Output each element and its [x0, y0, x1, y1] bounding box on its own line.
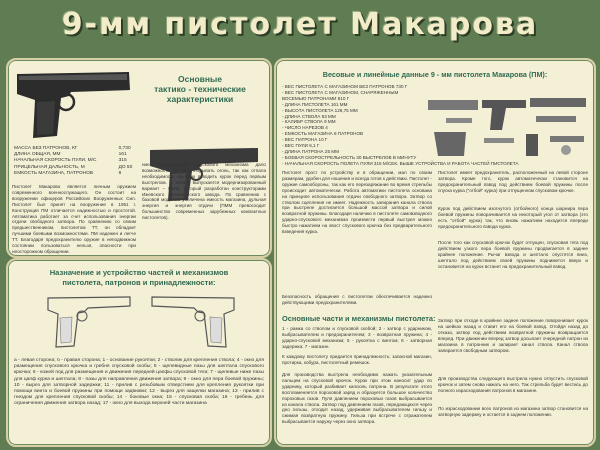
spec-label: НАЧАЛЬНАЯ СКОРОСТЬ ПУЛИ, М/С	[14, 158, 97, 164]
spec-value: 315	[118, 158, 127, 164]
parts-text-2: К каждому пистолету придается принадлежность: запасной магазин, протирка, кобура, пистолетный ремешок.	[282, 354, 432, 365]
data-list-item: - ВЕС ПИСТОЛЕТА С МАГАЗИНОМ БЕЗ ПАТРОНОВ 730 Г	[282, 84, 408, 89]
parts-text-6: По израсходовании всех патронов из магазина затвор становится на затворную задержку и остается в заднем положении.	[438, 406, 588, 417]
data-text-b: Безопасность обращения с пистолетом обеспечивается надежно действующими предохранителями.	[282, 294, 432, 305]
spec-value: ДО 50	[118, 164, 133, 170]
data-list-item: - НАЧАЛЬНАЯ СКОРОСТЬ ПОЛЕТА ПУЛИ 315 М/СЕК. ВЫШЕ УСТРОЙСТВА И РАБОТА ЧАСТЕЙ ПИСТОЛЕТА	[282, 160, 519, 166]
data-text-a: Пистолет прост по устройству и в обращении, мал по своим размерам, удобен для ношения и всегда готов к действию. Пистолет - оружие самообороны, так как его перезаряжание во время стрельбы происходит автоматически. Работа автоматики пистолета основана на принципе использования отдачи свободного затвора. Затвор со стволом сцепления не имеет. Надежность запирания канала ствола при выстреле достигается большой массой затвора и силой возвратной пружины. Благодаря наличию в пистолете самовзводного ударно-спускового механизма произвести первый выстрел можно быстро нажатием на хвост спускового крючка без предварительного взведения курка.	[282, 170, 432, 235]
specs-text-right: ние самовзводного спускового механизма дало возможность быстрее открывать огонь, так как отпала необходимость вручную взводить курок перед первым выстрелом. С 1994 г. выпускается модернизированный вариант – ПММ, который разработан конструкторами Ижевского механического завода. По сравнению с базовой моделью увеличена емкость магазина, дульная энергия и энергия отдачи (ПММ превосходит большинство современных зарубежных компактных пистолетов).	[142, 162, 266, 221]
frame-left-image	[44, 292, 134, 350]
parts-panel-heading-line1: Назначение и устройство частей и механизмов	[49, 268, 229, 277]
spec-value: 161	[118, 152, 127, 158]
page-title: 9-мм пистолет Макарова	[61, 7, 539, 42]
spec-value: 8	[118, 170, 122, 176]
parts-text-4: Затвор при отходе в крайнее заднее положение поворачивает курок на шейках назад и ставит его на боевой взвод. Отойдя назад до отказа, затвор под действием возвратной пружины возвращается вперед. При движении вперед затвор досылает очередной патрон из магазина в патронник и запирает канал ствола. Канал ствола запирается свободным затвором.	[438, 318, 588, 353]
parts-panel-text: а - левая сторона; б - правая сторона; 1 - основание рукоятки; 2 - стволик для крепления ствола; 4 - окно для размещения спускового крючка и гребня спусковой скобы; 5 - щелевидные пазы для шептала спускового крючка; 6 - кожей под для размещения и движения передней цапфы спусковой тяги; 7 - щелевые ниже пазы для цапф курка и шептала; 8 - пазы для направления движения затвора; 9 - окно для пера боевой пружины; 10 - вырез для затворной задержки; 11 - прилив с резьбовым отверстием для крепления рукоятки при помощи винта и боевой пружины при помощи задвижки; 12 - вырез для защелки магазина; 13 - прилив с гнездом для крепления спусковой скобы; 14 - боковые окна; 15 - спусковая скоба; 16 - гребень для ограничения движения затвора назад; 17 - окно для выхода верхней части магазина	[14, 358, 264, 407]
specs-heading	[132, 74, 268, 104]
data-list-item: - ДЛИНА ПИСТОЛЕТА 161 ММ	[282, 101, 348, 107]
data-list-item: - ДЛИНА СТВОЛА 93 ММ	[282, 113, 336, 119]
data-text-c: Пистолет имеет предохранитель, расположенный на левой стороне затвора. Кроме того, курок автоматически становится на предохранительный взвод под действием боевой пружины после спуска курка ("отбой" курка) при отпущенном спусковом крючке.	[438, 170, 588, 193]
specs-table	[12, 146, 138, 177]
data-list	[282, 84, 519, 167]
spec-label: МАССА БЕЗ ПАТРОНОВ, КГ	[14, 146, 78, 151]
spec-row	[12, 165, 138, 171]
parts-text: 1 - рамка со стволом и спусковой скобой; 2 - затвор с ударником, выбрасывателем и предохранителем; 3 - возвратная пружина; 4 - ударно-спусковой механизм; 5 - рукоятка с винтом; 6 - затворная задержка; 7 - магазин.	[282, 326, 432, 349]
parts-heading: Основные части и механизмы пистолета:	[282, 314, 436, 323]
specs-text-left: Пистолет Макарова является личным оружием современного военнослужащего. Он состоит на вооружении офицеров Российских Вооруженных Сил. Пистолет был принят на вооружение в 1951 г. Конструкция ПМ отличается надежностью и простотой. Автоматика работает за счет использования энергии отдачи свободного затвора. По сравнению со своим предшественником, пистолетом ТТ, он обладает лучшими боевыми возможностями. ПМ надежен и легче ТТ. Благодаря предохранителю оружие в неподвижном состоянии пользоваться нельзя, опасности при неосторожном обращении.	[12, 184, 136, 254]
spec-value: 0,730	[118, 146, 131, 151]
data-list-item: - ВЕС ПИСТОЛЕТА С МАГАЗИНОМ, СНАРЯЖЕННЫМ	[282, 89, 399, 95]
spec-row	[12, 171, 138, 177]
data-text-d: Курок под действием изогнутого (отбойного) конца шарнира пера боевой пружины поворачивается на некоторый угол от затвора (это есть "отбой" курка) так, что вновь нажатием находится впереди предохранительного взвода курка.	[438, 206, 588, 229]
spec-row	[12, 158, 138, 164]
pistol-side-image	[11, 66, 133, 140]
spec-label: ЕМКОСТЬ МАГАЗИНА, ПАТРОНОВ	[14, 170, 94, 176]
data-list-item: - ДЛИНА ПАТРОНА 25 ММ	[282, 148, 339, 154]
parts-text-3: Для производства выстрела необходимо нажать указательным пальцем на спусковой крючок. Курок при этом наносит удар по ударнику, который разбивает капсюль патрона. В результате этого воспламеняется пороховой заряд и образуется большое количество пороховых газов. Пуля давлением пороховых газов выбрасывается из канала ствола. Затвор под давлением газов, передающихся через дно гильзы, отходит назад, удерживая выбрасывателем гильзу и сжимая возвратную пружину. Гильза при встрече с отражателем выбрасывается наружу через окно затвора.	[282, 372, 432, 425]
parts-text-5: Для производства следующего выстрела нужно отпустить спусковой крючок и затем снова нажать на него. Так стрельба будет вестись до полного израсходования патронов в магазине.	[438, 376, 588, 393]
specs-panel	[6, 58, 272, 258]
data-text-e: После того как спусковой крючок будет отпущен, спусковая тяга под действием узкого пера боевой пружины продвигается в заднее крайнее положение. Рычаг взвода и шептало опустятся вниз, шептало под действием своей пружины поднимется вверх и остановится на курок встанет на предохранительный взвод.	[438, 240, 588, 269]
specs-heading-line1: Основные	[177, 74, 222, 84]
spec-label: ДЛИНА ОБЩАЯ, ММ	[14, 152, 61, 158]
spec-label: ПРИЦЕЛЬНАЯ ДАЛЬНОСТЬ, М	[14, 164, 85, 170]
data-list-item: - БОЕВАЯ СКОРОСТРЕЛЬНОСТЬ 30 ВЫСТРЕЛОВ В МИНУТУ	[282, 154, 417, 160]
data-list-item: - ЧИСЛО НАРЕЗОВ 4	[282, 125, 328, 131]
data-list-item: - КАЛИБР СТВОЛА 9 ММ	[282, 119, 336, 125]
disassembled-parts-image	[426, 94, 590, 160]
data-heading: Весовые и линейные данные 9 - мм пистолета Макарова (ПМ):	[322, 70, 548, 79]
data-panel	[274, 58, 596, 447]
data-list-item: - ВЕС ПУЛИ 6,1 Г	[282, 143, 320, 149]
frame-right-image	[148, 292, 238, 350]
data-list-item: - ВЕС ПАТРОНА 10 Г	[282, 137, 328, 143]
specs-heading-line3: характеристики	[166, 94, 234, 104]
data-list-item: - ЕМКОСТЬ МАГАЗИНА 8 ПАТРОНОВ	[282, 131, 364, 137]
parts-panel	[6, 258, 272, 447]
specs-heading-line2: тактико - технические	[154, 84, 246, 94]
data-list-item: - ВЫСОТА ПИСТОЛЕТА 126,75 ММ	[282, 107, 358, 113]
data-list-item: ВОСЕМЬЮ ПАТРОНАМИ 810 Г	[282, 95, 350, 101]
parts-panel-heading-line2: пистолета, патронов и принадлежности:	[62, 278, 216, 287]
